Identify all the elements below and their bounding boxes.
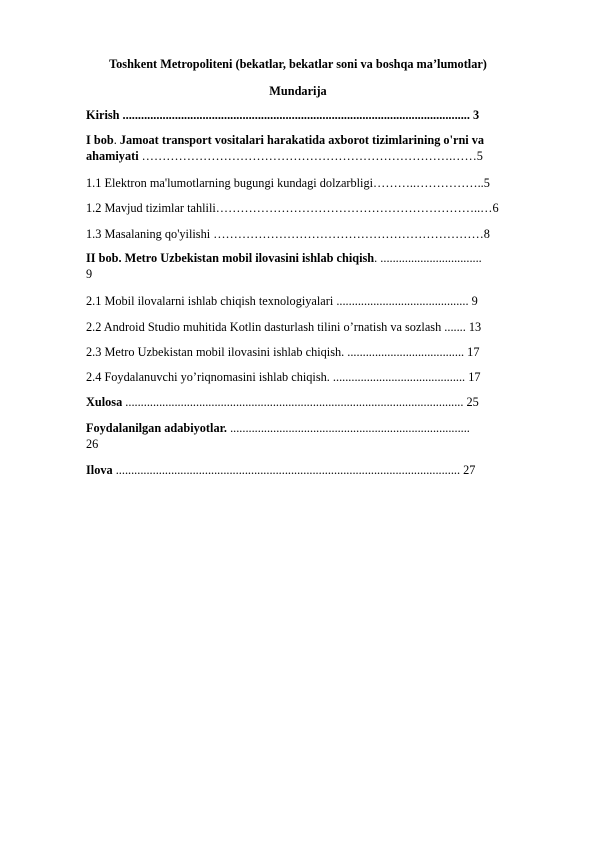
ilova-leader: ................................................................................................................ 27 [112,463,476,477]
chapter-1-leader: ………………………………………………………………….……5 [138,149,483,163]
toc-entry-1-3: 1.3 Masalaning qo'yilishi …………………………………………………………8 [86,227,490,241]
foydalanilgan-page: 26 [86,437,99,451]
chapter-1-title-a: Jamoat transport vositalari harakatida axborot tizimlarining o'rni va [116,133,485,147]
chapter-1-title-b: ahamiyati [86,149,139,163]
document-title: Toshkent Metropoliteni (bekatlar, bekatlar soni va boshqa ma’lumotlar) [109,57,487,71]
toc-entry-xulosa [86,395,554,410]
foydalanilgan-leader: .............................................................................. [227,421,470,435]
toc-heading: Mundarija [269,84,327,98]
toc-entry-2-4: 2.4 Foydalanuvchi yo’riqnomasini ishlab chiqish. ........................................... 17 [86,370,481,384]
toc-entry-1-2: 1.2 Mavjud tizimlar tahlili………………………………………………………..…6 [86,201,499,215]
toc-entry-1-1: 1.1 Elektron ma'lumotlarning bugungi kundagi dolzarbligi………..……………..5 [86,176,490,190]
ilova-label: Ilova [86,463,113,477]
toc-entry-chapter-1-cont [86,149,554,164]
xulosa-leader: .............................................................................................................. 25 [122,395,479,409]
chapter-2-leader: . ................................. [374,251,482,265]
foydalanilgan-label: Foydalanilgan adabiyotlar. [86,421,227,435]
chapter-2-page: 9 [86,267,93,281]
toc-entry-kirish: Kirish ................................................................................................................. 3 [86,108,480,122]
chapter-1-label: I bob [86,133,114,147]
toc-entry-chapter-2 [86,251,554,266]
toc-entry-chapter-1 [86,133,554,148]
xulosa-label: Xulosa [86,395,123,409]
toc-entry-ilova [86,463,554,478]
toc-entry-2-1: 2.1 Mobil ilovalarni ishlab chiqish texnologiyalari ........................................... 9 [86,294,478,308]
toc-entry-foydalanilgan [86,421,554,436]
toc-entry-2-2: 2.2 Android Studio muhitida Kotlin dasturlash tilini o’rnatish va sozlash ....... 13 [86,320,482,334]
chapter-2-title: II bob. Metro Uzbekistan mobil ilovasini ishlab chiqish [86,251,375,265]
chapter-1-dot: . [113,133,117,147]
toc-entry-2-3: 2.3 Metro Uzbekistan mobil ilovasini ishlab chiqish. ...................................... 17 [86,345,480,359]
